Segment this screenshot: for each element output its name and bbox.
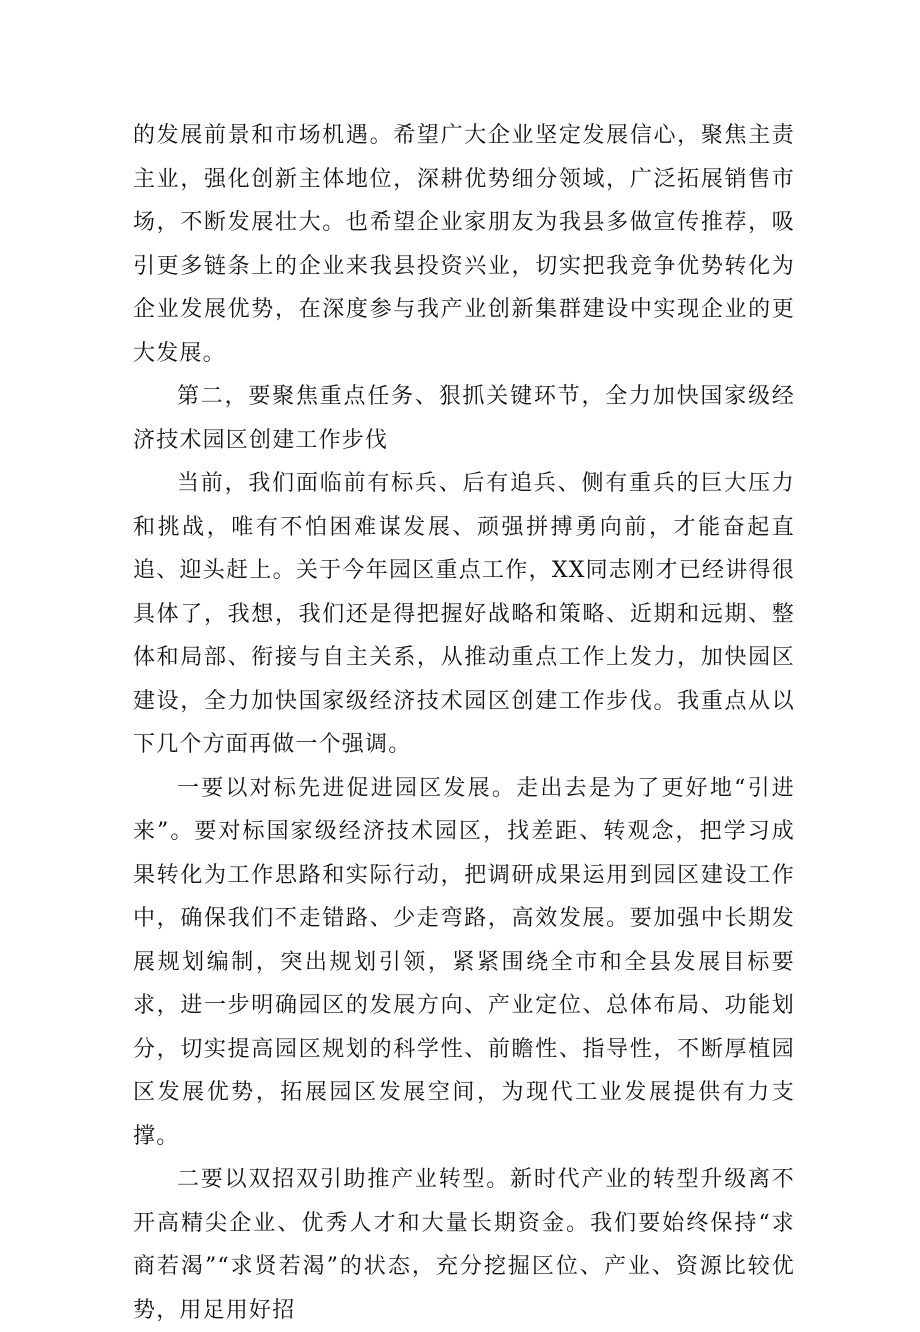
section-heading: 第二，要聚焦重点任务、狠抓关键环节，全力加快国家级经济技术园区创建工作步伐 <box>133 384 795 453</box>
paragraph-current-situation: 当前，我们面临前有标兵、后有追兵、侧有重兵的巨大压力和挑战，唯有不怕困难谋发展、顽强拼搏勇向前，才能奋起直追、迎头赶上。关于今年园区重点工作，XX同志刚才已经讲得很具体了，我想，我们还是得把握好战略和策略、近期和远期、整体和局部、衔接与自主关系，从推动重点工作上发力，加快园区建设，全力加快国家级经济技术园区创建工作步伐。我重点从以下几个方面再做一个强调。 <box>133 471 795 757</box>
paragraph-point-two: 二要以双招双引助推产业转型。新时代产业的转型升级离不开高精尖企业、优秀人才和大量长期资金。我们要始终保持“求商若渴”“求贤若渴”的状态，充分挖掘区位、产业、资源比较优势，用足用好招 <box>133 1167 795 1323</box>
document-body <box>133 114 795 1332</box>
paragraph-continuation: 的发展前景和市场机遇。希望广大企业坚定发展信心，聚焦主责主业，强化创新主体地位，深耕优势细分领域，广泛拓展销售市场，不断发展壮大。也希望企业家朋友为我县多做宣传推荐，吸引更多链条上的企业来我县投资兴业，切实把我竞争优势转化为企业发展优势，在深度参与我产业创新集群建设中实现企业的更大发展。 <box>133 123 795 366</box>
paragraph-point-one: 一要以对标先进促进园区发展。走出去是为了更好地“引进来”。要对标国家级经济技术园区，找差距、转观念，把学习成果转化为工作思路和实际行动，把调研成果运用到园区建设工作中，确保我们不走错路、少走弯路，高效发展。要加强中长期发展规划编制，突出规划引领，紧紧围绕全市和全县发展目标要求，进一步明确园区的发展方向、产业定位、总体布局、功能划分，切实提高园区规划的科学性、前瞻性、指导性，不断厚植园区发展优势，拓展园区发展空间，为现代工业发展提供有力支撑。 <box>133 775 795 1149</box>
